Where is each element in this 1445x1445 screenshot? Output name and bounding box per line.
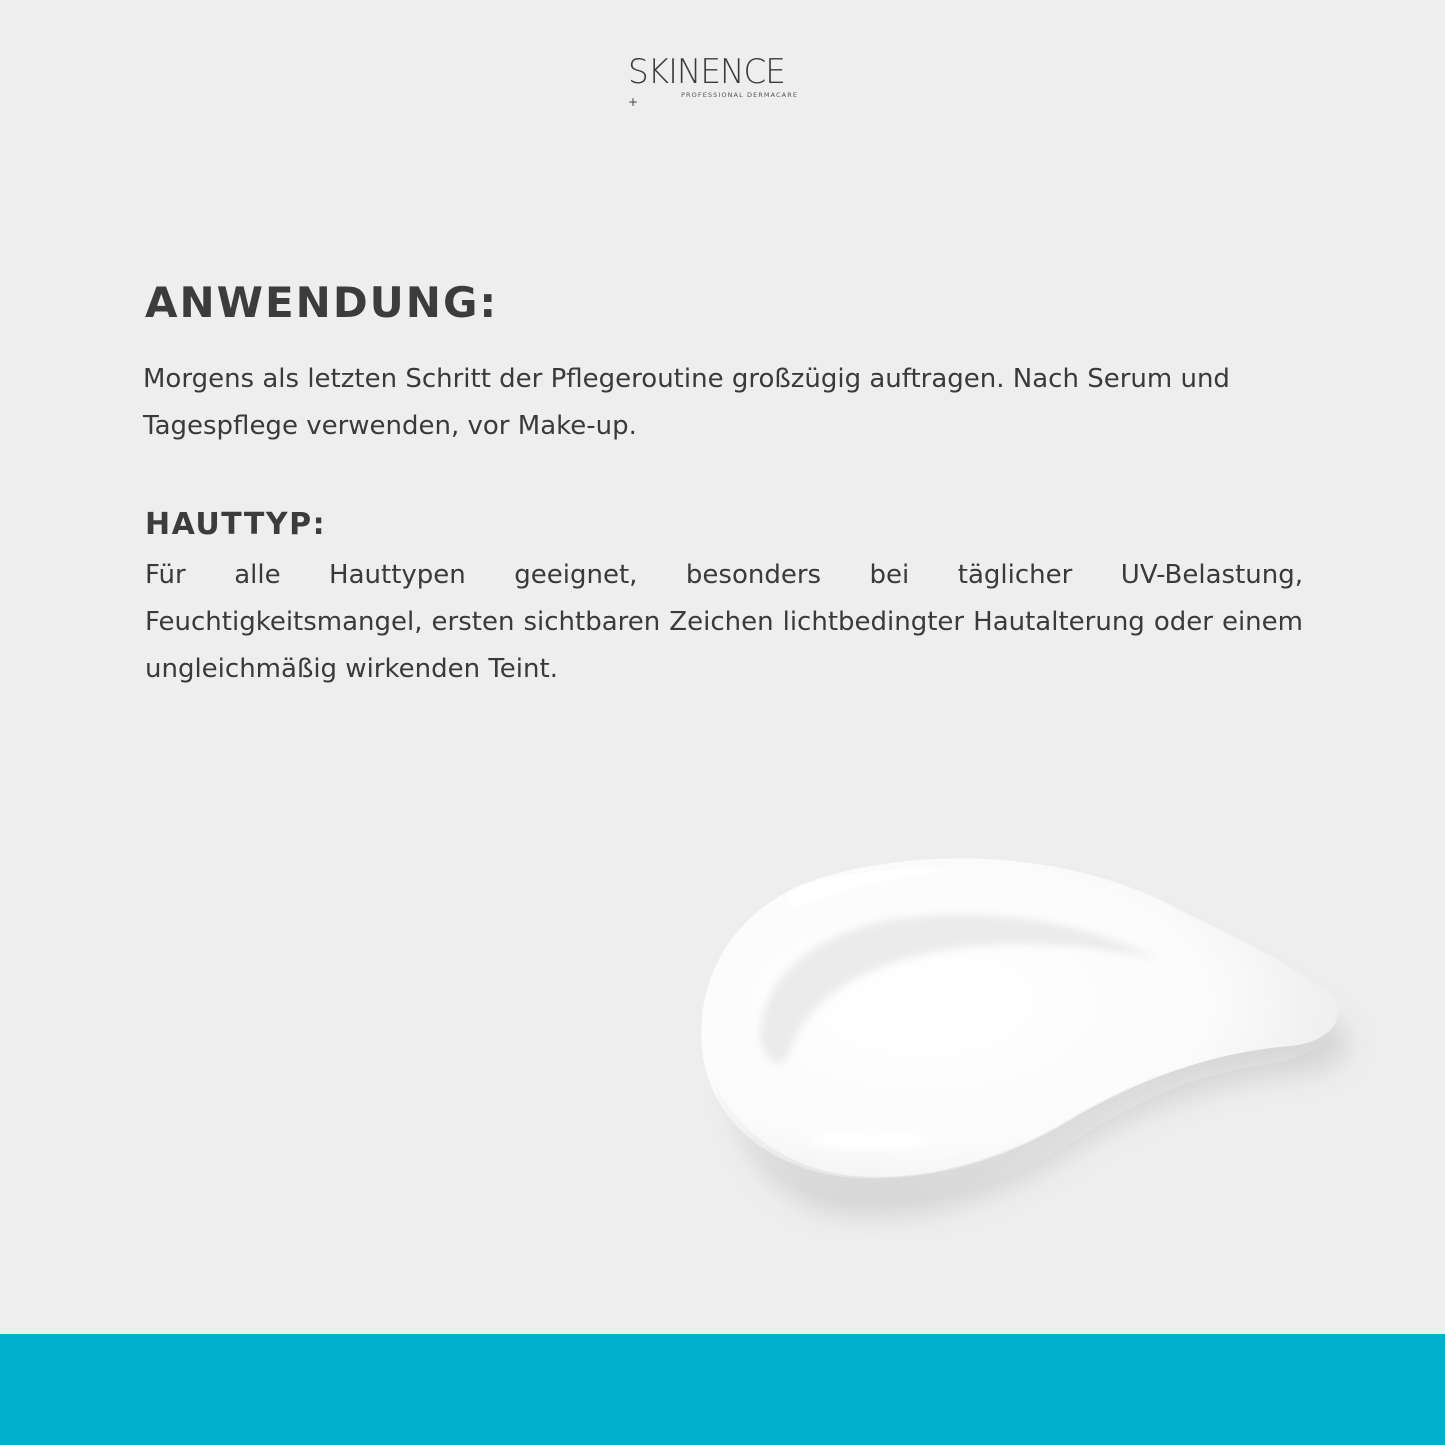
cream-swatch-illustration — [640, 820, 1400, 1240]
plus-icon: + — [628, 95, 639, 109]
brand-name: SKINENCE — [628, 52, 785, 92]
accent-footer-bar — [0, 1334, 1445, 1445]
skin-type-text: Für alle Hauttypen geeignet, besonders bei täglicher UV-Belastung, Feuchtigkeitsmangel, ersten sichtbaren Zeichen lichtbedingter Hautalterung oder einem ungleichmäßig wirkenden Teint. — [145, 560, 1303, 684]
skin-type-heading: HAUTTYP: — [145, 507, 327, 542]
brand-tagline: PROFESSIONAL DERMACARE — [681, 91, 799, 99]
usage-heading: ANWENDUNG: — [145, 278, 499, 327]
brand-logo — [628, 52, 828, 112]
cream-highlight-low — [810, 1130, 930, 1150]
usage-text: Morgens als letzten Schritt der Pflegeroutine großzügig auftragen. Nach Serum und Tagespflege verwenden, vor Make-up. — [143, 364, 1230, 441]
